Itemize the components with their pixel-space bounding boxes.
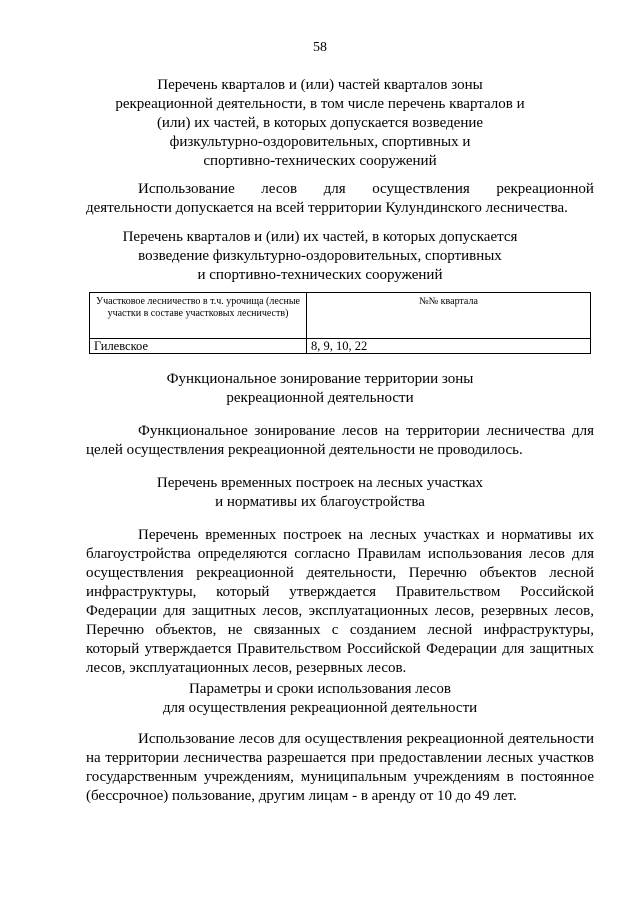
heading-line: спортивно-технических сооружений — [203, 153, 437, 169]
heading-line: и нормативы их благоустройства — [215, 494, 425, 510]
heading-line: для осуществления рекреационной деятельности — [162, 700, 478, 716]
table-cell-quarters: 8, 9, 10, 22 — [307, 339, 591, 354]
table-cell-district: Гилевское — [90, 339, 307, 354]
table-header-quarters: №№ квартала — [307, 293, 591, 339]
word: для — [323, 181, 346, 197]
paragraph-usage-terms: Использование лесов для осуществления рекреационной деятельности на территории лесничества разрешается при предоставлении лесных участков государственным учреждениям, муниципальным учреждениям в постоянное (бессрочное) пользование, другим лицам - в аренду от 10 до 49 лет. — [86, 731, 594, 804]
paragraph-line: деятельности допускается на всей территории Кулундинского лесничества. — [86, 200, 568, 216]
heading-line: Перечень кварталов и (или) частей кварталов зоны — [157, 77, 483, 93]
paragraph-forest-use-permitted — [86, 180, 594, 218]
section-heading-usage-parameters — [150, 680, 490, 718]
heading-line: Перечень кварталов и (или) их частей, в которых допускается — [122, 229, 518, 245]
section-heading-functional-zoning — [150, 370, 490, 408]
word: Использование — [138, 181, 235, 197]
word: лесов — [261, 181, 298, 197]
heading-line: Перечень временных построек на лесных участках — [156, 475, 484, 491]
table-header-row — [90, 293, 591, 339]
table-row — [90, 339, 591, 354]
section-heading-temporary-buildings — [150, 474, 490, 512]
heading-line: рекреационной деятельности, в том числе перечень кварталов и — [115, 96, 525, 112]
heading-line: рекреационной деятельности — [226, 390, 414, 406]
heading-line: Функциональное зонирование территории зоны — [166, 371, 474, 387]
word: осуществления — [372, 181, 470, 197]
section-heading-recreation-quarters — [100, 76, 540, 171]
page-number: 58 — [313, 40, 327, 55]
table-header-district: Участковое лесничество в т.ч. урочища (лесные участки в составе участковых лесничеств) — [90, 293, 307, 339]
heading-line: (или) их частей, в которых допускается возведение — [156, 115, 484, 131]
heading-line: возведение физкультурно-оздоровительных, спортивных — [138, 248, 502, 264]
section-heading-sports-facilities — [100, 228, 540, 285]
heading-line: физкультурно-оздоровительных, спортивных и — [169, 134, 471, 150]
forestry-quarters-table — [89, 292, 591, 354]
heading-line: и спортивно-технических сооружений — [197, 267, 443, 283]
paragraph-line — [86, 180, 594, 199]
paragraph-zoning-not-conducted: Функциональное зонирование лесов на территории лесничества для целей осуществления рекреационной деятельности не проводилось. — [86, 423, 594, 458]
paragraph-temporary-buildings: Перечень временных построек на лесных участках и нормативы их благоустройства определяются согласно Правилам использования лесов для осуществления рекреационной деятельности, Перечню объектов лесной инфраструктуры, который утверждается Правительством Российской Федерации для защитных лесов, эксплуатационных лесов, резервных лесов, Перечню объектов, не связанных с созданием лесной инфраструктуры, который утверждается Правительством Российской Федерации для защитных лесов, эксплуатационных лесов, резервных лесов. — [86, 527, 594, 676]
heading-line: Параметры и сроки использования лесов — [188, 681, 452, 697]
word: рекреационной — [496, 181, 594, 197]
